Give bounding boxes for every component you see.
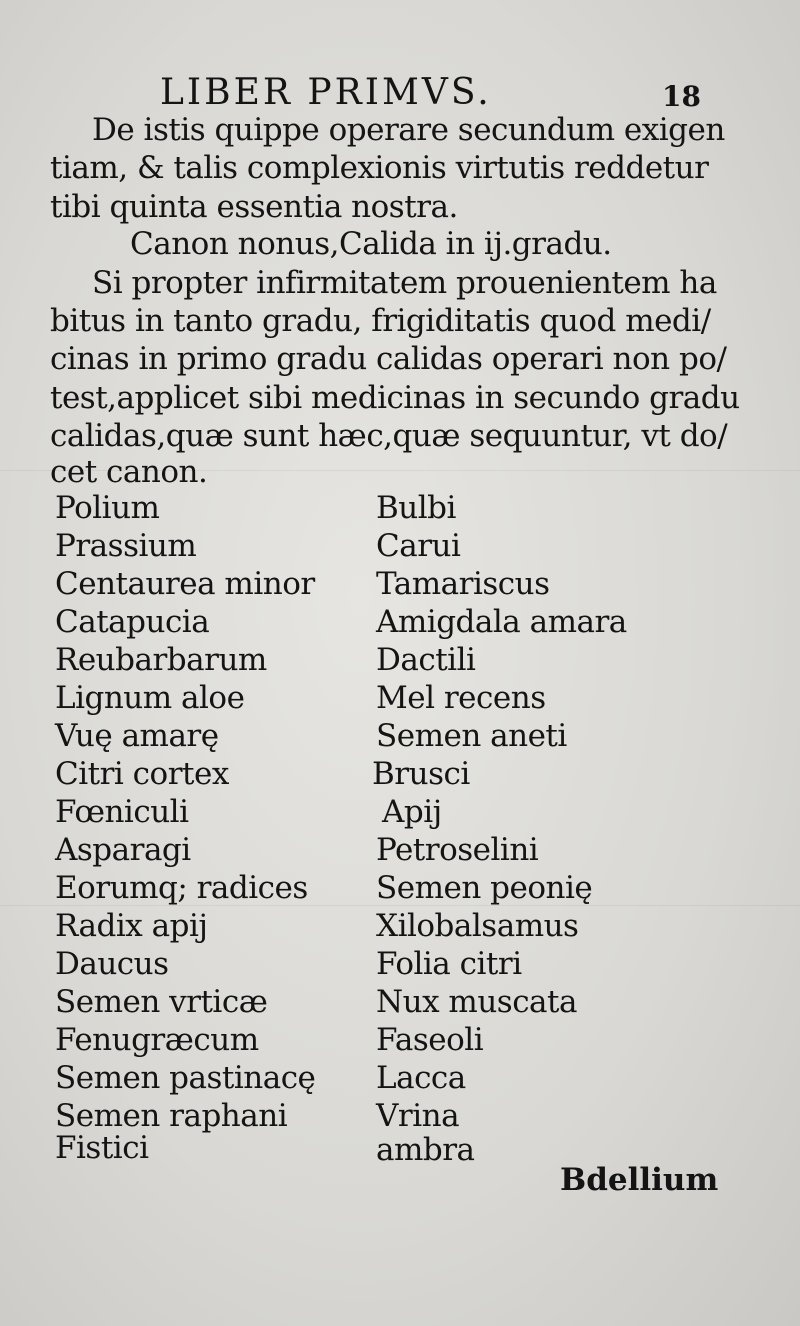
list-item: Polium	[55, 490, 160, 526]
list-item: Lignum aloe	[55, 680, 245, 716]
list-item: Semen peonię	[376, 870, 593, 906]
list-item: Reubarbarum	[55, 642, 267, 678]
section-heading: Canon nonus,Calida in ij.gradu.	[130, 226, 612, 262]
text-line: De istis quippe operare secundum exigen	[92, 112, 725, 148]
list-item: Catapucia	[55, 604, 210, 640]
text-line: tibi quinta essentia nostra.	[50, 189, 458, 225]
list-item: Xilobalsamus	[376, 908, 579, 944]
list-item: Fistici	[55, 1130, 149, 1166]
text-line: cet canon.	[50, 454, 208, 490]
list-item: Semen raphani	[55, 1098, 288, 1134]
list-item: Carui	[376, 528, 461, 564]
list-item: Vuę amarę	[55, 718, 219, 754]
text-line: Si propter infirmitatem prouenientem ha	[92, 265, 717, 301]
list-item: Faseoli	[376, 1022, 484, 1058]
list-item: Prassium	[55, 528, 197, 564]
list-item: Vrina	[376, 1098, 460, 1134]
list-item: Citri cortex	[55, 756, 229, 792]
list-item: Amigdala amara	[376, 604, 627, 640]
list-item: Semen vrticæ	[55, 984, 268, 1020]
folio-number: 18	[662, 80, 701, 113]
list-item: Radix apij	[55, 908, 208, 944]
list-item: Tamariscus	[376, 566, 550, 602]
list-item: Nux muscata	[376, 984, 577, 1020]
list-item: Semen aneti	[376, 718, 567, 754]
list-item: Dactili	[376, 642, 476, 678]
running-title: LIBER PRIMVS.	[160, 72, 492, 113]
list-item: Asparagi	[55, 832, 191, 868]
list-item: ambra	[376, 1132, 475, 1168]
catchword: Bdellium	[560, 1162, 719, 1198]
list-item: Fenugræcum	[55, 1022, 259, 1058]
text-line: calidas,quæ sunt hæc,quæ sequuntur, vt do/	[50, 418, 728, 454]
list-item: Mel recens	[376, 680, 546, 716]
list-item: Brusci	[372, 756, 470, 792]
text-line: bitus in tanto gradu, frigiditatis quod medi/	[50, 303, 711, 339]
list-item: Apij	[382, 794, 442, 830]
text-line: cinas in primo gradu calidas operari non po/	[50, 341, 727, 377]
list-item: Semen pastinacę	[55, 1060, 316, 1096]
list-item: Daucus	[55, 946, 169, 982]
list-item: Lacca	[376, 1060, 466, 1096]
list-item: Centaurea minor	[55, 566, 315, 602]
list-item: Bulbi	[376, 490, 456, 526]
text-line: test,applicet sibi medicinas in secundo gradu	[50, 380, 740, 416]
list-item: Eorumq; radices	[55, 870, 308, 906]
text-line: tiam, & talis complexionis virtutis reddetur	[50, 150, 709, 186]
list-item: Fœniculi	[55, 794, 189, 830]
list-item: Petroselini	[376, 832, 539, 868]
list-item: Folia citri	[376, 946, 522, 982]
